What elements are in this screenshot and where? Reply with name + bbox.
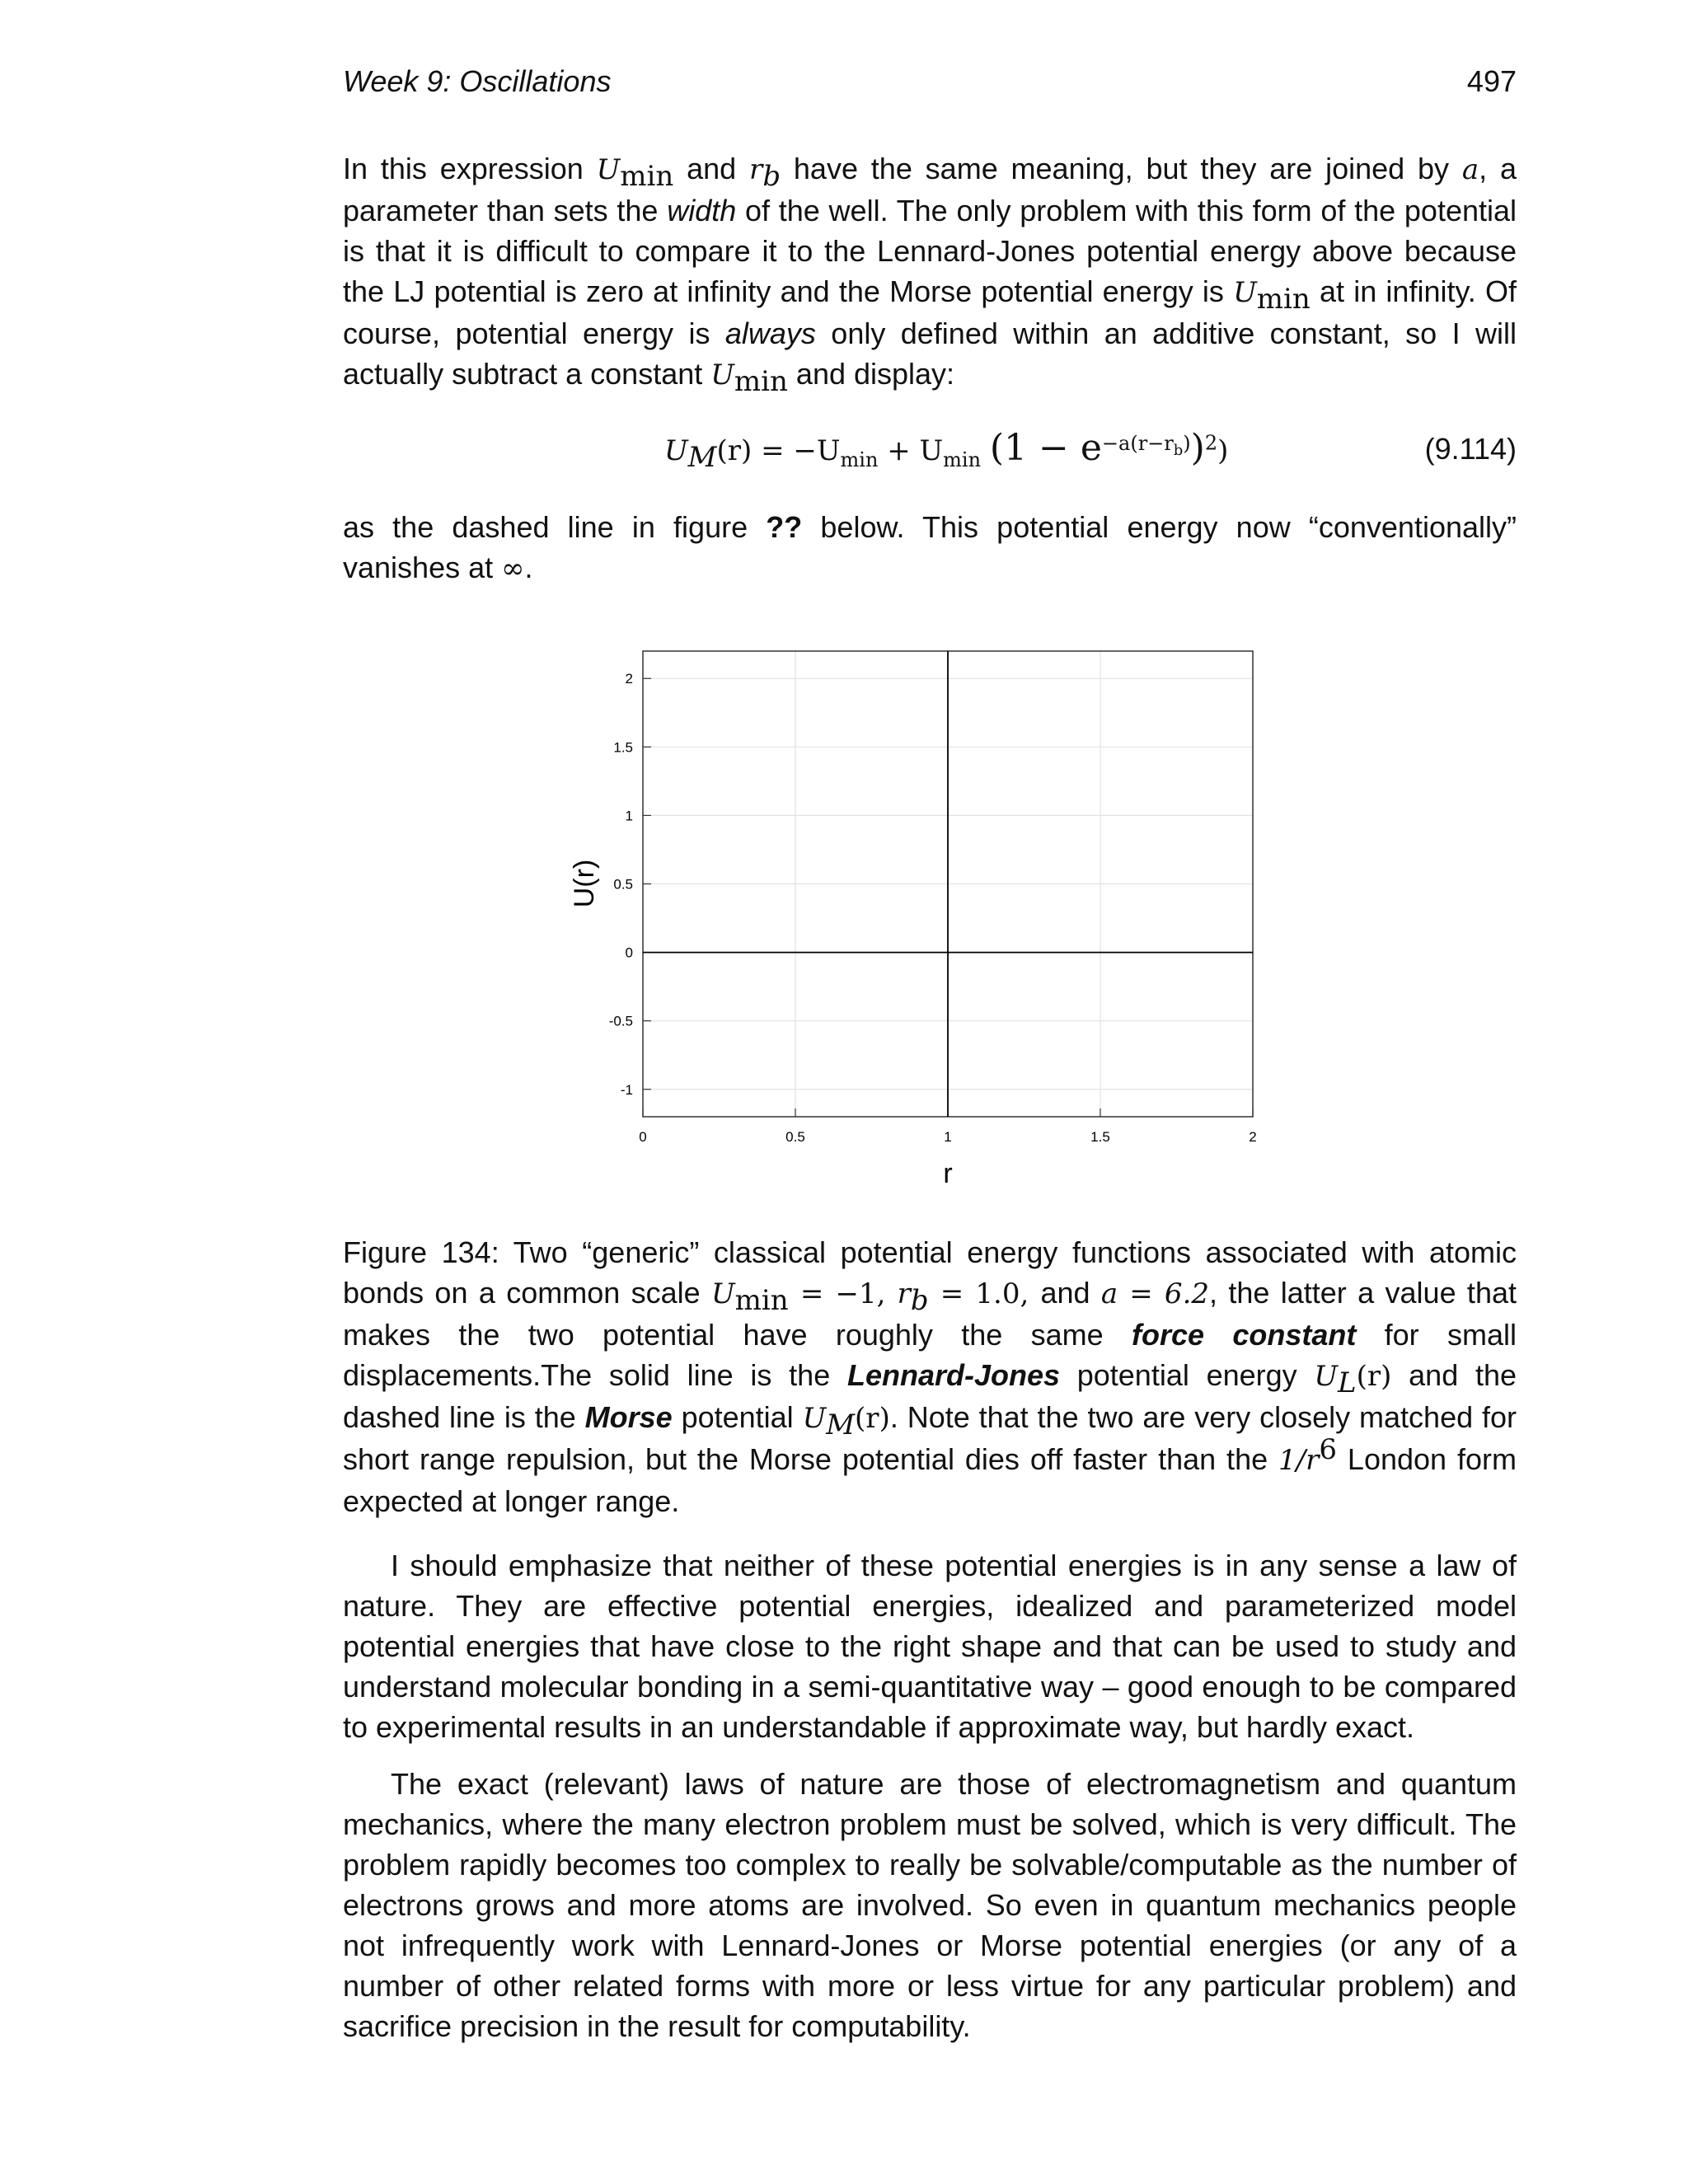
paragraph-1: In this expression $U_{min}$ and $r_b$ have the same meaning, but they are joined by a, a parameter than sets the width of the well. The only problem with this form of the potential is that it is difficult to compare it to the Lennard-Jones potential energy above because the LJ potential is zero at infinity and the Morse potential energy is $U_{min}$ at in infinity. Of course, potential energy is always only defined within an additive constant, so I will actually subtract a constant $U_{min}$ and display: (343, 152, 1517, 399)
equation-9-114 (343, 419, 1517, 485)
y-tick-label: 0 (625, 944, 633, 961)
y-tick-label: -0.5 (608, 1013, 633, 1029)
y-tick-label: 1 (625, 808, 633, 824)
potential-chart (560, 635, 1286, 1228)
paragraph-2: as the dashed line in figure ?? below. This potential energy now “conventionally” vanishes at ∞. (343, 510, 1517, 585)
x-tick-label: 0 (639, 1129, 647, 1145)
x-tick-label: 1 (944, 1129, 952, 1145)
page-header (343, 64, 1517, 105)
morse-equation: $U_M(r) = -U_{min} + U_{min}$ $(1 - e^{-a(r-r_b)})^2$) (664, 427, 1229, 474)
potential-figure (560, 635, 1286, 1228)
page-number: 497 (1466, 64, 1517, 98)
ticks (609, 671, 1257, 1145)
figure-caption: Figure 134: Two “generic” classical potential energy functions associated with atomic bonds on a common scale $U_{min} = -1$, $r_b = 1.0$, and a = 6.2, the latter a value that makes the two potential have roughly the same force constant for small displacements.The solid line is the Lennard-Jones potential energy $U_L(r)$ and the dashed line is the Morse potential $U_M(r)$. Note that the two are very closely matched for short range repulsion, but the Morse potential dies off faster than the $1/r^6$ London form expected at longer range. (343, 1235, 1517, 1518)
y-tick-label: 1.5 (613, 739, 633, 756)
x-tick-label: 1.5 (1090, 1129, 1110, 1145)
paragraph-3: I should emphasize that neither of these potential energies is in any sense a law of nature. They are effective potential energies, idealized and parameterized model potential energies that have close to the right shape and that can be used to study and understand molecular bonding in a semi-quantitative way – good enough to be compared to experimental results in an understandable if approximate way, but hardly exact. (343, 1549, 1517, 1744)
running-title: Week 9: Oscillations (343, 64, 612, 98)
y-tick-label: -1 (620, 1081, 633, 1098)
x-tick-label: 0.5 (785, 1129, 805, 1145)
paragraph-4: The exact (relevant) laws of nature are those of electromagnetism and quantum mechanics, where the many electron problem must be solved, which is very difficult. The problem rapidly becomes too complex to really be solvable/computable as the number of electrons grows and more atoms are involved. So even in quantum mechanics people not infrequently work with Lennard-Jones or Morse potential energies (or any of a number of other related forms with more or less virtue for any particular problem) and sacrifice precision in the result for computability. (343, 1767, 1517, 2043)
equation-number: (9.114) (1424, 432, 1517, 466)
y-axis-label: U(r) (569, 859, 600, 908)
x-tick-label: 2 (1249, 1129, 1257, 1145)
y-tick-label: 2 (625, 671, 633, 687)
y-tick-label: 0.5 (613, 876, 633, 893)
x-axis-label: r (943, 1158, 953, 1189)
